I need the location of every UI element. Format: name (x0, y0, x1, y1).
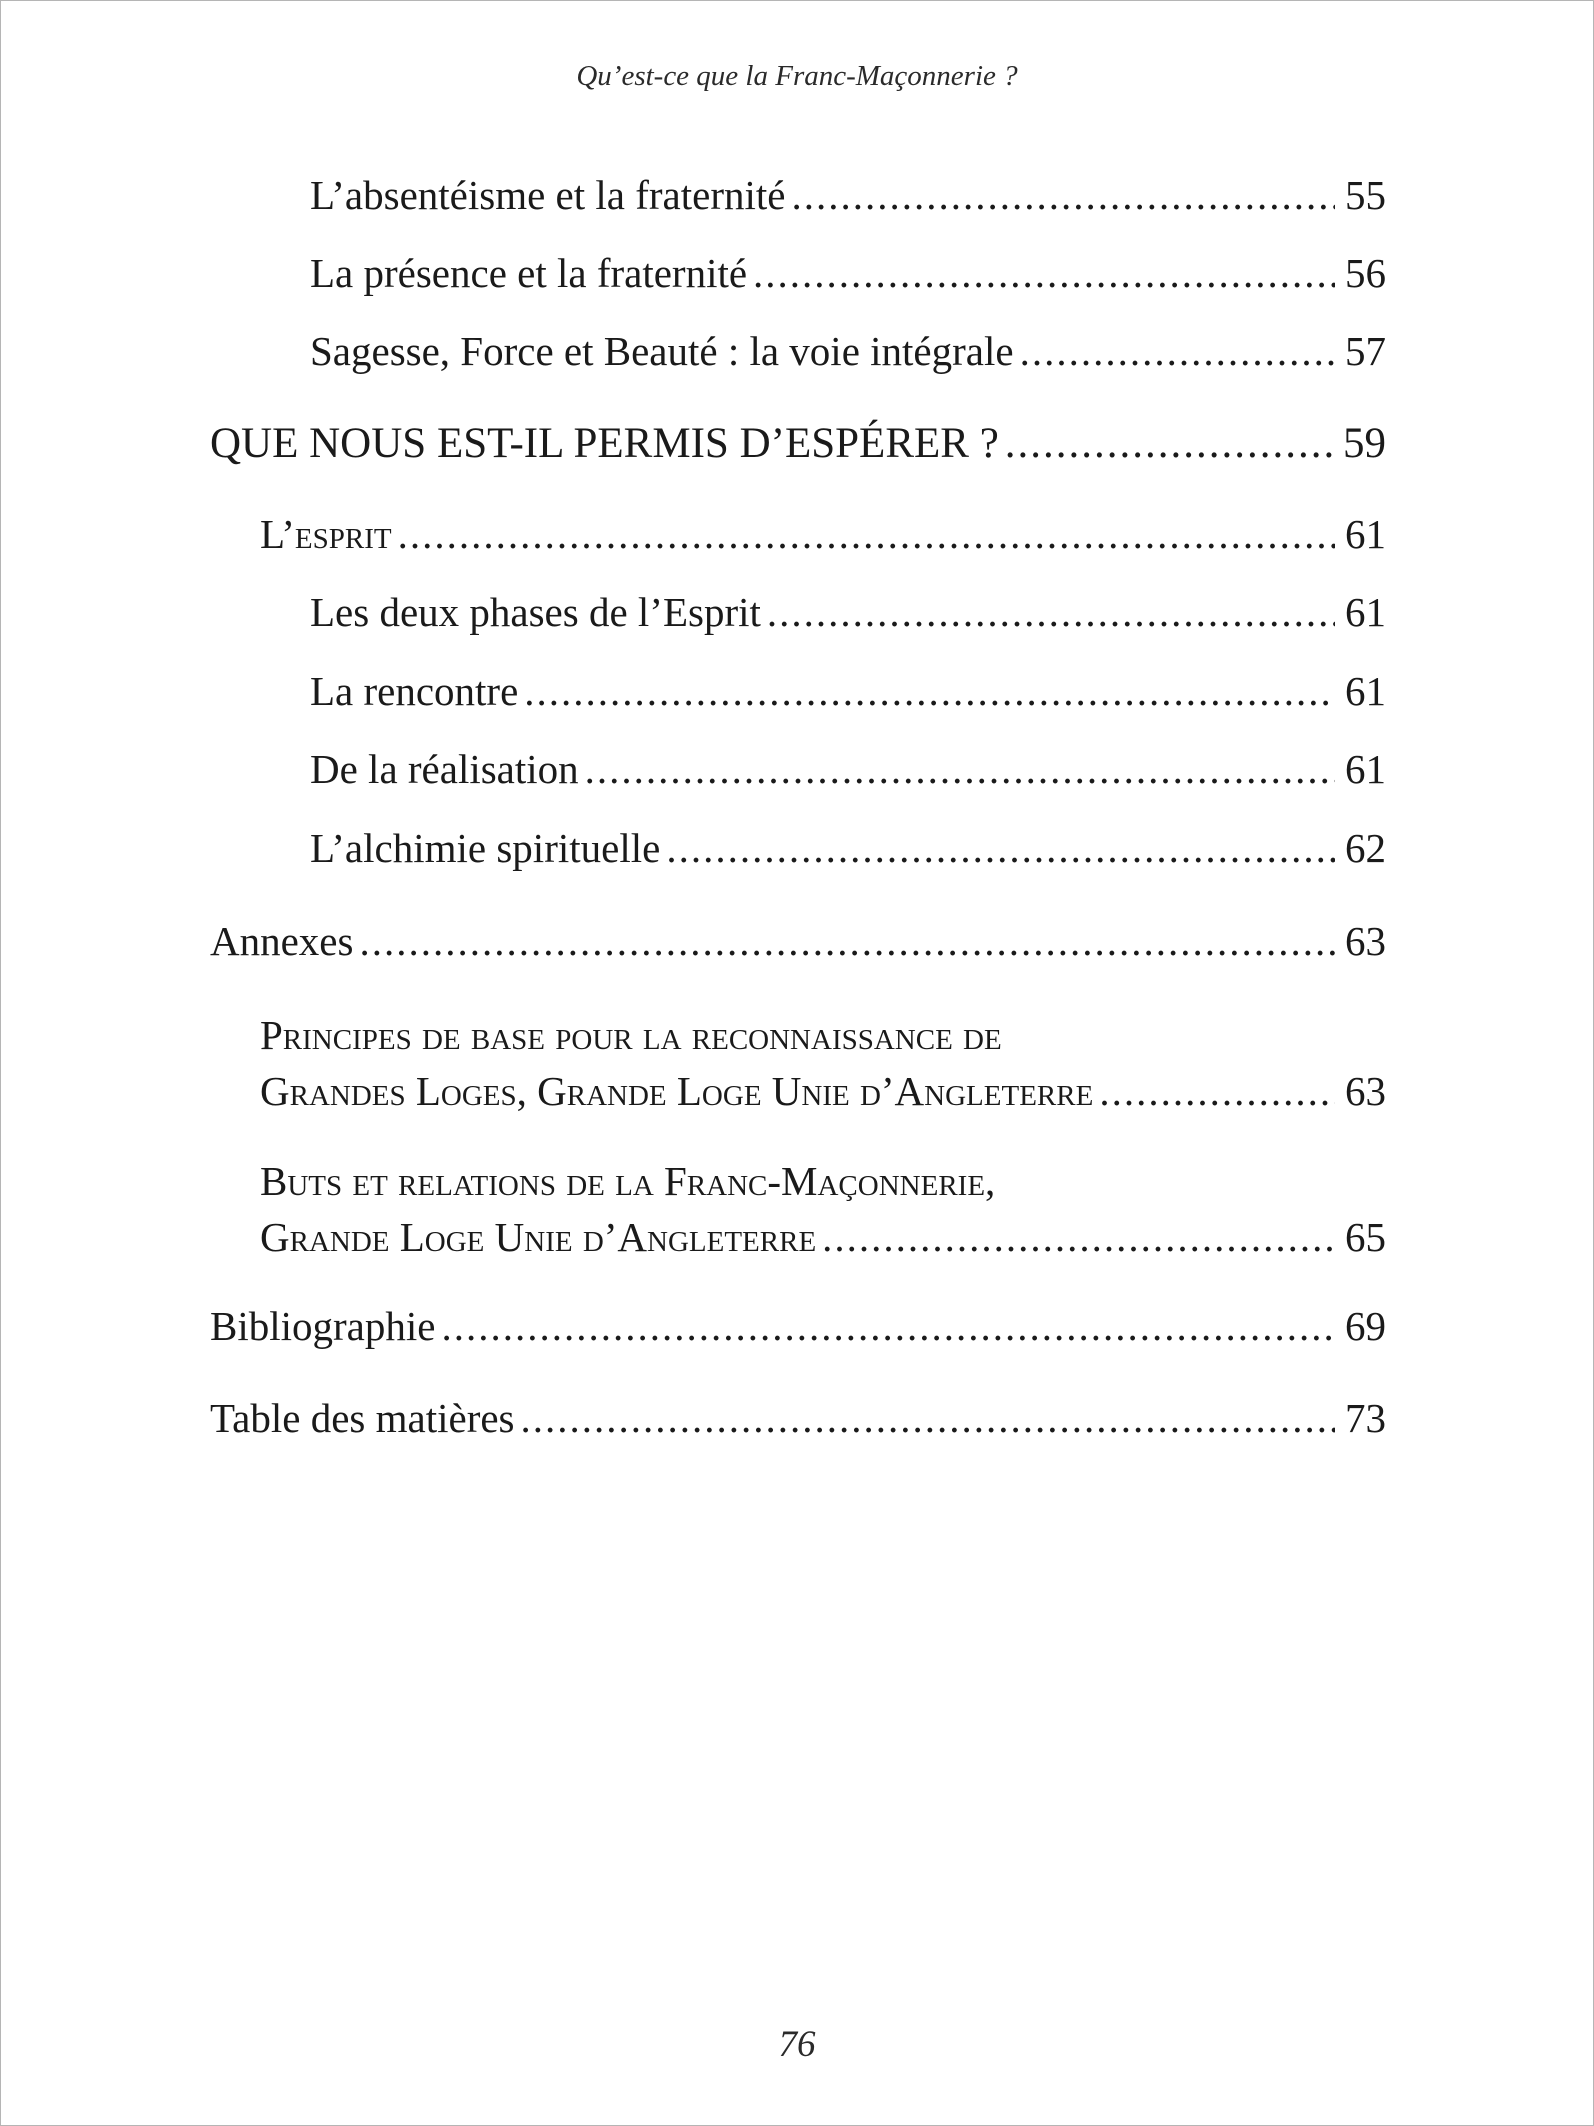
dot-leader (585, 749, 1335, 790)
toc-entry (310, 668, 1386, 714)
toc-entry-page: 61 (1345, 746, 1386, 792)
dot-leader (441, 1306, 1335, 1347)
toc-entry-title: Table des matières (210, 1395, 515, 1441)
toc-entry-page: 59 (1343, 420, 1386, 467)
toc-entry-title-line2: Grandes Loges, Grande Loge Unie d’Angleterre (260, 1068, 1094, 1114)
toc-entry-page: 63 (1345, 1068, 1386, 1114)
toc-entry-page: 61 (1345, 511, 1386, 557)
toc-entry-title: La présence et la fraternité (310, 250, 748, 296)
toc-entry-page: 65 (1345, 1214, 1386, 1260)
toc-entry-title: De la réalisation (310, 746, 579, 792)
toc-entry (310, 825, 1386, 871)
toc-entry-title: QUE NOUS EST-IL PERMIS D’ESPÉRER ? (210, 420, 999, 467)
toc-section-entry (210, 422, 1386, 465)
toc-entry-title: Sagesse, Force et Beauté : la voie intégrale (310, 328, 1014, 374)
page-number: 76 (778, 2024, 816, 2065)
toc-chapter-entry (260, 511, 1386, 557)
toc-entry-title-line1: Principes de base pour la reconnaissance de (260, 1012, 1002, 1058)
toc-section-entry (210, 1395, 1386, 1441)
dot-leader (767, 592, 1335, 633)
dot-leader (1005, 422, 1333, 465)
toc-entry-title: L’absentéisme et la fraternité (310, 172, 786, 218)
toc-entry-page: 61 (1345, 668, 1386, 714)
toc-entry-title-line2: Grande Loge Unie d’Angleterre (260, 1214, 817, 1260)
toc-entry (310, 746, 1386, 792)
toc-annex-entry (260, 1068, 1386, 1114)
toc-entry-title: L’alchimie spirituelle (310, 825, 661, 871)
toc-entry (310, 172, 1386, 218)
dot-leader (521, 1398, 1336, 1439)
running-header: Qu’est-ce que la Franc-Maçonnerie ? (576, 60, 1018, 92)
toc-entry-page: 73 (1345, 1395, 1386, 1441)
toc-entry-title: Les deux phases de l’Esprit (310, 589, 761, 635)
toc-entry (310, 328, 1386, 374)
dot-leader (398, 514, 1335, 555)
toc-entry-page: 63 (1345, 918, 1386, 964)
toc-entry-title: L’esprit (260, 511, 392, 557)
toc-entry (310, 589, 1386, 635)
dot-leader (822, 1217, 1335, 1258)
toc-entry-title-line1: Buts et relations de la Franc-Maçonnerie, (260, 1158, 996, 1204)
toc-entry-page: 69 (1345, 1303, 1386, 1349)
toc-section-entry (210, 1303, 1386, 1349)
dot-leader (791, 175, 1335, 216)
toc-entry-page: 56 (1345, 250, 1386, 296)
dot-leader (666, 828, 1335, 869)
toc-annex-entry (260, 1214, 1386, 1260)
toc-entry-page: 62 (1345, 825, 1386, 871)
toc-entry-title: Annexes (210, 918, 354, 964)
dot-leader (524, 671, 1335, 712)
dot-leader (1099, 1071, 1335, 1112)
dot-leader (1020, 331, 1335, 372)
toc-entry-title: La rencontre (310, 668, 519, 714)
toc-section-entry (210, 918, 1386, 964)
dot-leader (359, 921, 1335, 962)
toc-entry-title: Bibliographie (210, 1303, 436, 1349)
toc-entry-page: 61 (1345, 589, 1386, 635)
toc-entry (310, 250, 1386, 296)
dot-leader (753, 253, 1335, 294)
toc-entry-page: 55 (1345, 172, 1386, 218)
toc-entry-page: 57 (1345, 328, 1386, 374)
